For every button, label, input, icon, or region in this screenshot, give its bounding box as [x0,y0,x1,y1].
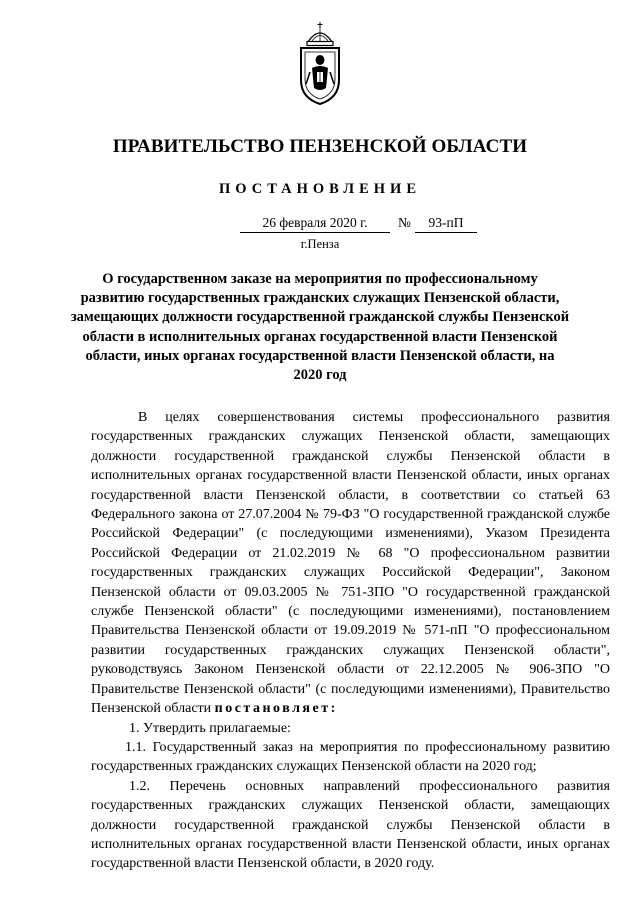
item-1-1: 1.1. Государственный заказ на мероприятия по профессиональному развитию государственных гражданских служащих Пензенской области на 2020 год; [91,739,610,775]
document-date: 26 февраля 2020 г. [240,215,390,233]
number-sign: № [398,215,411,230]
document-type-title: ПОСТАНОВЛЕНИЕ [218,181,421,197]
item-1: 1. Утвердить прилагаемые: [129,720,291,736]
preamble-paragraph [91,408,610,719]
government-title: ПРАВИТЕЛЬСТВО ПЕНЗЕНСКОЙ ОБЛАСТИ [112,136,528,157]
date-number-line [240,215,480,235]
coat-of-arms-emblem [298,22,342,106]
document-body [91,408,610,874]
item-1-2: 1.2. Перечень основных направлений профессионального развития государственных гражданских служащих Пензенской области, замещающих должности государственной гражданской службы Пензенской области в исполнительных органах государственной власти Пензенской области, иных органах государственной власти Пензенской области, в 2020 году. [91,778,610,872]
document-number: 93-пП [415,215,477,233]
issue-city: г.Пенза [300,237,340,251]
preamble-text: В целях совершенствования системы профессионального развития государственных гражданских служащих Пензенской области, замещающих должности государственной гражданской службы Пензенской области в исполнительных органах государственной власти Пензенской области, иных органах государственной власти Пензенской области, в соответствии со статьей 63 Федерального закона от 27.07.2004 № 79-ФЗ "О государственной гражданской службе Российской Федерации" (с последующими изменениями), Указом Президента Российской Федерации от 21.02.2019 № 68 "О профессиональном развитии государственных гражданских служащих Российской Федерации", Законом Пензенской области от 09.03.2005 № 751-ЗПО "О государственной гражданской службе Пензенской области" (с последующими изменениями), постановлением Правительства Пензенской области от 19.09.2019 № 571-пП "О профессиональном развитии государственных гражданских служащих Пензенской области", руководствуясь Законом Пензенской области от 22.12.2005 № 906-ЗПО "О Правительстве Пензенской области" (с последующими изменениями), Правительство Пензенской области [91,410,610,717]
document-subject: О государственном заказе на мероприятия по профессиональному развитию государственных гражданских служащих Пензенской области, замещающих должности государственной гражданской службы Пензенской области в исполнительных органах государственной власти Пензенской области, иных органах государственной власти Пензенской области, на 2020 год [70,271,570,384]
resolves-keyword: постановляет: [214,701,338,717]
